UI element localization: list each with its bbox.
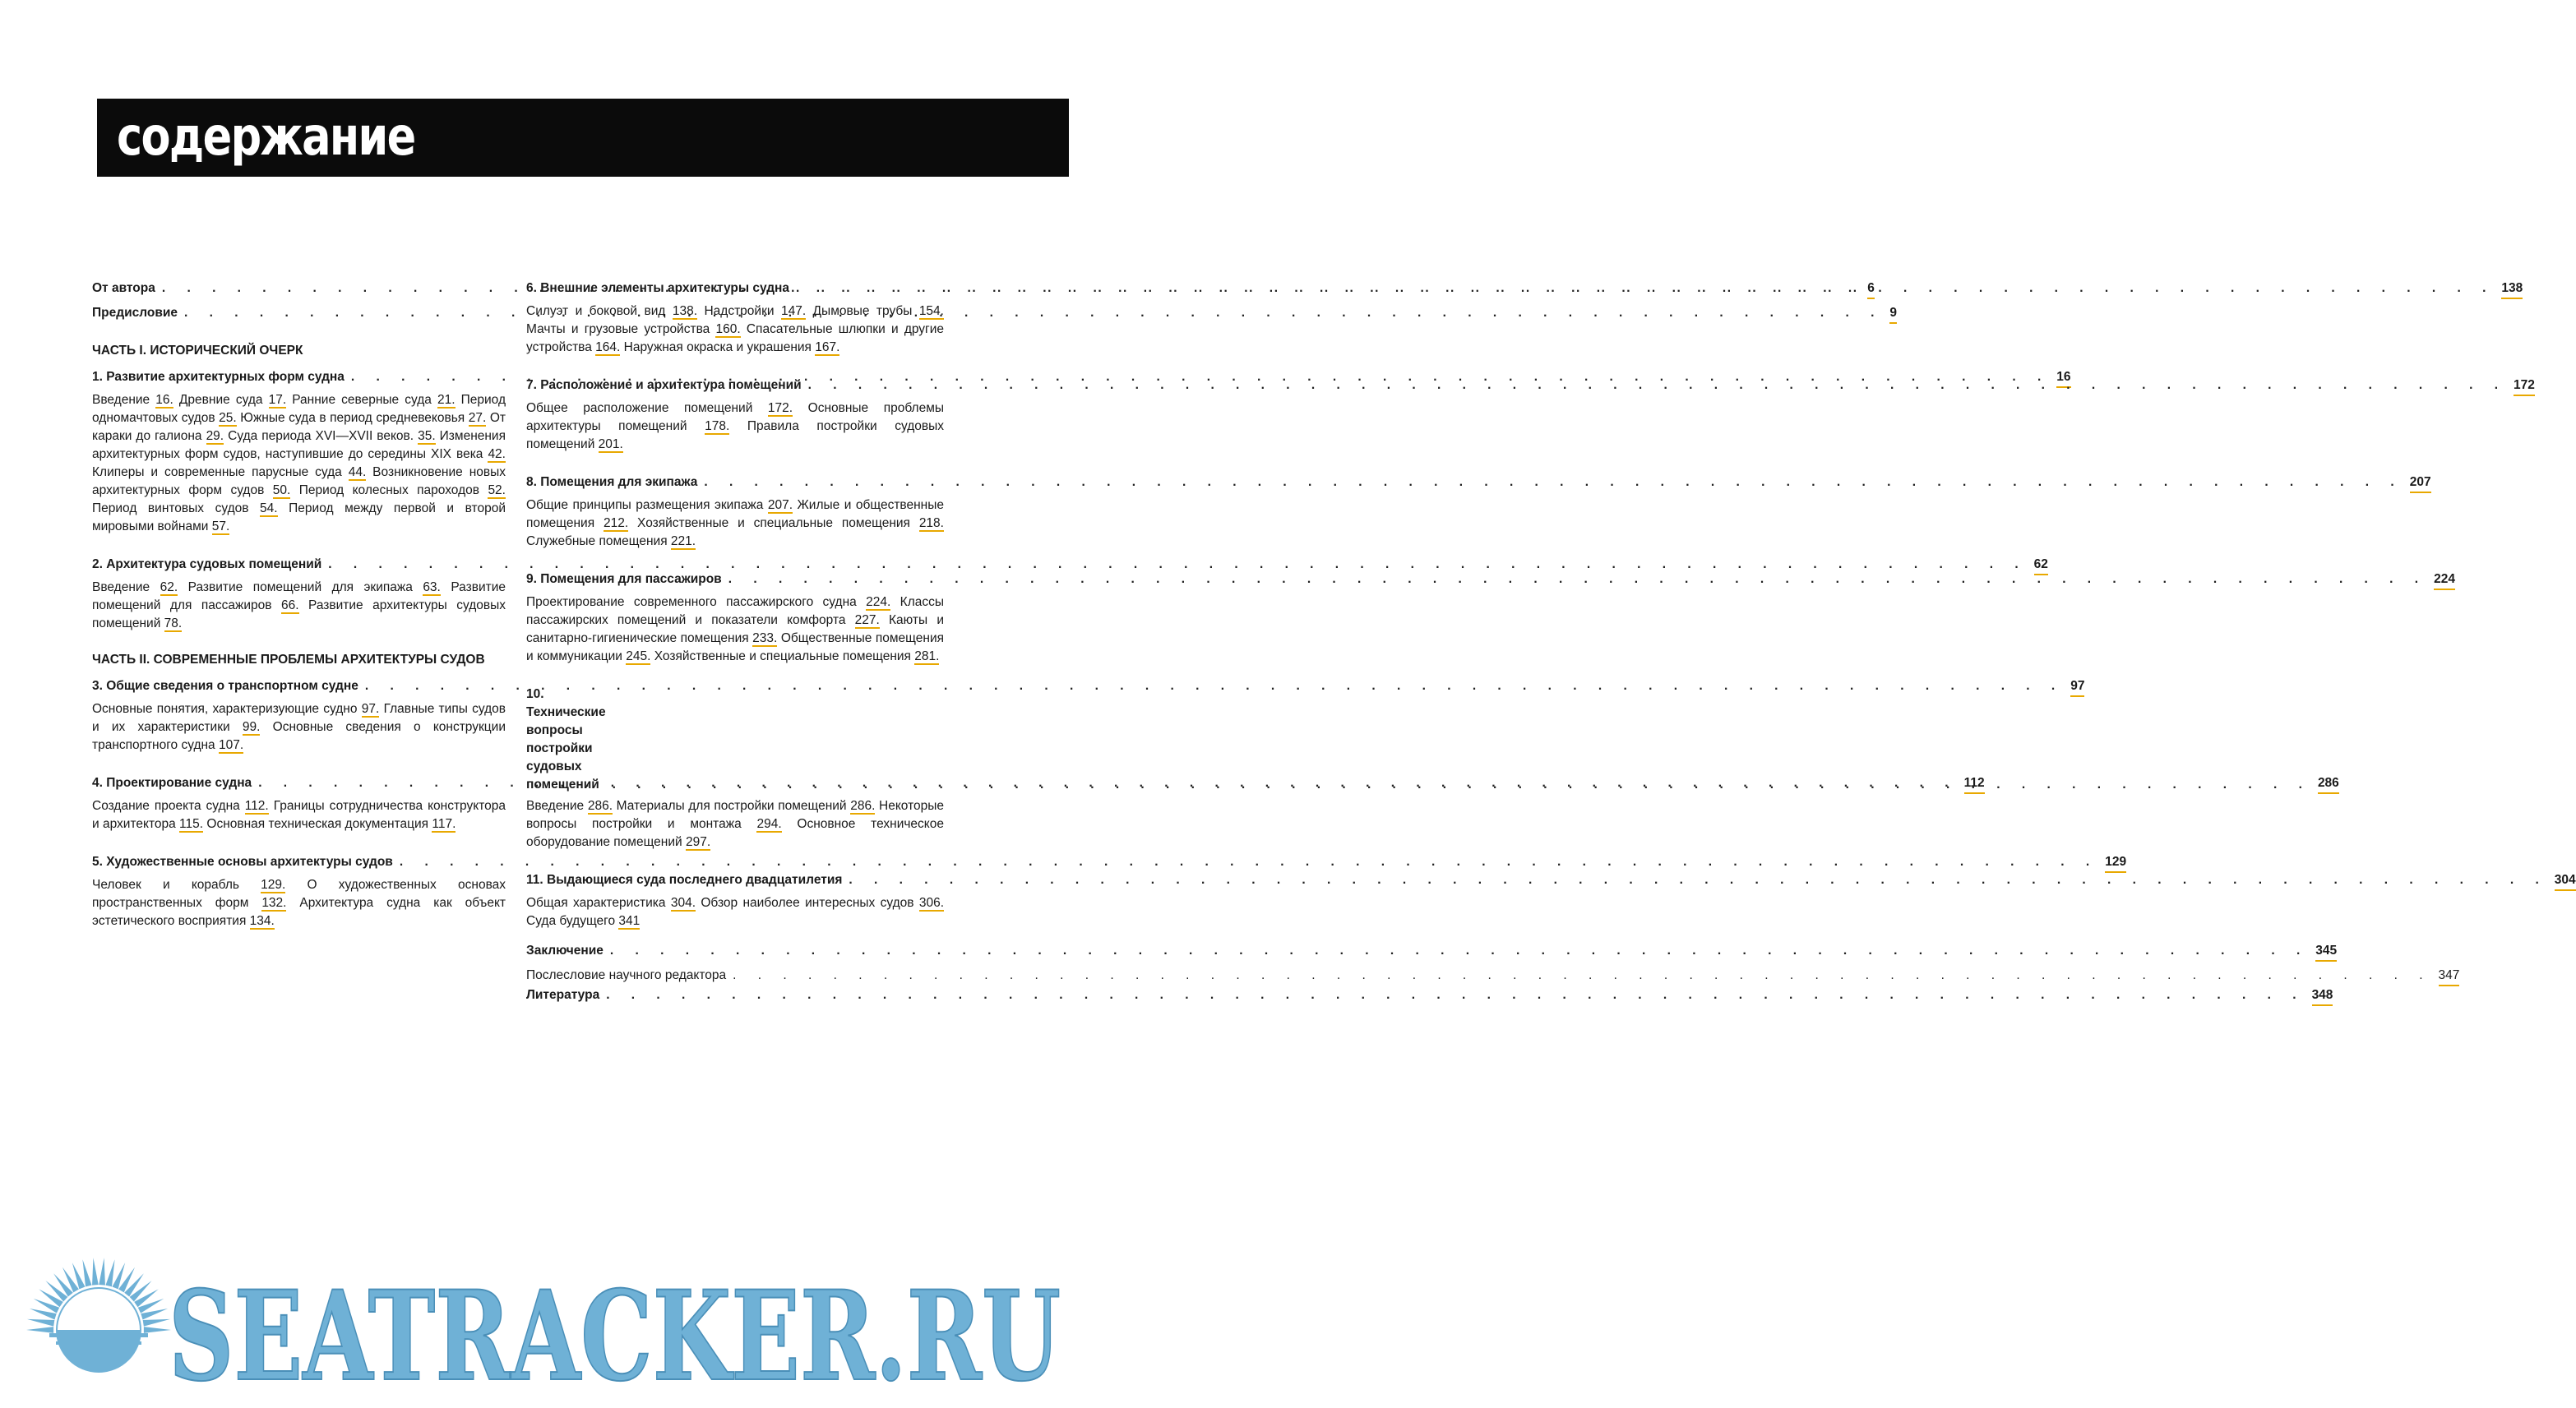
toc-page-number: 97: [2070, 677, 2084, 697]
toc-entry-section-2[interactable]: [92, 556, 2048, 575]
toc-section-8: [526, 473, 2431, 551]
toc-entry-section-5[interactable]: [92, 853, 2127, 873]
toc-page-number: 138: [2501, 279, 2523, 299]
toc-page-number: 286: [2318, 774, 2339, 794]
toc-page-number: 207: [2410, 473, 2431, 493]
toc-page-number: 224: [2434, 570, 2455, 590]
sun-logo-icon: [25, 1248, 173, 1396]
toc-entry-title: 10. Технические вопросы постройки судовых помещений: [526, 687, 606, 792]
toc-leader: [808, 376, 2507, 395]
toc-entry-preface[interactable]: [92, 304, 1898, 324]
toc-page-number: 345: [2315, 942, 2337, 962]
toc-entry-afterword[interactable]: [526, 967, 2460, 986]
watermark-text: SEATRACKER.RU: [169, 1264, 1061, 1408]
toc-entry-section-8[interactable]: [526, 473, 2431, 493]
toc-page-number: 172: [2514, 376, 2535, 396]
toc-section-6: [526, 279, 2523, 357]
toc-page-number: 9: [1889, 304, 1897, 324]
toc-entry-title: 4. Проектирование судна: [92, 776, 252, 790]
title-banner: [97, 99, 1069, 177]
section-description: Общее расположение помещений 172. Основные проблемы архитектуры помещений 178. Правила постройки судовых помещений 201.: [526, 401, 945, 451]
toc-entry-title: Послесловие научного редактора: [526, 968, 727, 982]
watermark-logo: [169, 1264, 1065, 1408]
toc-section-9: [526, 570, 2455, 666]
part-heading-1: ЧАСТЬ I. ИСТОРИЧЕСКИЙ ОЧЕРК: [92, 344, 303, 358]
toc-entry-title: 8. Помещения для экипажа: [526, 475, 698, 489]
toc-entry-section-3[interactable]: [92, 677, 2085, 697]
toc-entry-title: Предисловие: [92, 306, 178, 320]
toc-entry-title: 3. Общие сведения о транспортном судне: [92, 679, 358, 693]
toc-leader: [704, 473, 2403, 492]
toc-leader: [733, 967, 2431, 985]
toc-entry-conclusion[interactable]: [526, 942, 2338, 962]
toc-leader: [610, 942, 2309, 960]
toc-entry-title: 7. Расположение и архитектура помещений: [526, 378, 802, 392]
toc-entry-section-11[interactable]: [526, 871, 2576, 891]
toc-entry-title: Литература: [526, 988, 600, 1002]
section-description: Создание проекта судна 112. Границы сотрудничества конструктора и архитектора 115. Основная техническая документация 117.: [92, 799, 506, 831]
toc-leader: [184, 304, 1883, 322]
toc-entry-title: 11. Выдающиеся суда последнего двадцатилетия: [526, 873, 843, 887]
section-description: Основные понятия, характеризующие судно 97. Главные типы судов и их характеристики 99. Основные сведения о конструкции транспортного судна 107.: [92, 702, 506, 752]
section-description: Общие принципы размещения экипажа 207. Жилые и общественные помещения 212. Хозяйственные и специальные помещения 218. Служебные помещения 221.: [526, 498, 944, 548]
toc-leader: [606, 986, 2305, 1004]
toc-entry-title: 9. Помещения для пассажиров: [526, 572, 722, 586]
toc-page-number: 16: [2056, 368, 2070, 388]
toc-page-number: 304: [2555, 871, 2576, 891]
toc-entry-literature[interactable]: [526, 986, 2333, 1006]
section-description: Введение 16. Древние суда 17. Ранние северные суда 21. Период одномачтовых судов 25. Южные суда в период средневековья 27. От караки до галиона 29. Суда периода XVI—XVII веков. 35. Изменения архитектурных форм судов, наступившие до середины XIX века 42. Клиперы и современные парусные суда 44. Возникновение новых архитектурных форм судов 50. Период колесных пароходов 52. Период винтовых судов 54. Период между первой и второй мировыми войнами 57.: [92, 393, 506, 533]
toc-leader: [849, 871, 2547, 889]
toc-section-11: [526, 871, 2576, 930]
section-description: Введение 286. Материалы для постройки помещений 286. Некоторые вопросы постройки и монтажа 294. Основное техническое оборудование помещений 297.: [526, 799, 944, 849]
toc-leader: [728, 570, 2427, 589]
toc-entry-title: 1. Развитие архитектурных форм судна: [92, 370, 345, 384]
toc-leader: [796, 279, 2495, 298]
section-description: Проектирование современного пассажирского судна 224. Классы пассажирских помещений и показатели комфорта 227. Каюты и санитарно-гигиенические помещения 233. Общественные помещения и коммуникации 245. Хозяйственные и специальные помещения 281.: [526, 595, 945, 663]
page-title: содержание: [117, 107, 415, 168]
toc-entry-title: 2. Архитектура судовых помещений: [92, 557, 322, 571]
toc-entry-title: 5. Художественные основы архитектуры судов: [92, 855, 393, 869]
section-description: Общая характеристика 304. Обзор наиболее интересных судов 306. Суда будущего 341: [526, 896, 945, 928]
toc-entry-title: От автора: [92, 281, 155, 295]
toc-page-number: 348: [2312, 986, 2333, 1006]
toc-page-number: 347: [2439, 967, 2460, 986]
section-description: Введение 62. Развитие помещений для экипажа 63. Развитие помещений для пассажиров 66. Развитие архитектуры судовых помещений 78.: [92, 580, 506, 630]
toc-entry-section-4[interactable]: [92, 774, 1985, 794]
section-description: Человек и корабль 129. О художественных основах пространственных форм 132. Архитектура судна как объект эстетического восприятия 134.: [92, 878, 506, 928]
toc-page-number: 112: [1964, 774, 1985, 794]
toc-entry-title: Заключение: [526, 944, 604, 958]
part-heading-2: ЧАСТЬ II. СОВРЕМЕННЫЕ ПРОБЛЕМЫ АРХИТЕКТУРЫ СУДОВ: [92, 653, 485, 667]
toc-entry-title: 6. Внешние элементы архитектуры судна: [526, 281, 790, 295]
toc-entry-section-6[interactable]: [526, 279, 2523, 299]
toc-page-number: 129: [2105, 853, 2126, 873]
toc-leader: [613, 776, 2311, 794]
toc-page-number: 62: [2034, 556, 2048, 575]
toc-entry-section-9[interactable]: [526, 570, 2455, 590]
section-description: Силуэт и боковой вид 138. Надстройки 147. Дымовые трубы 154. Мачты и грузовые устройства 160. Спасательные шлюпки и другие устройства 164. Наружная окраска и украшения 167.: [526, 304, 944, 354]
toc-page-number: 6: [1867, 279, 1875, 299]
